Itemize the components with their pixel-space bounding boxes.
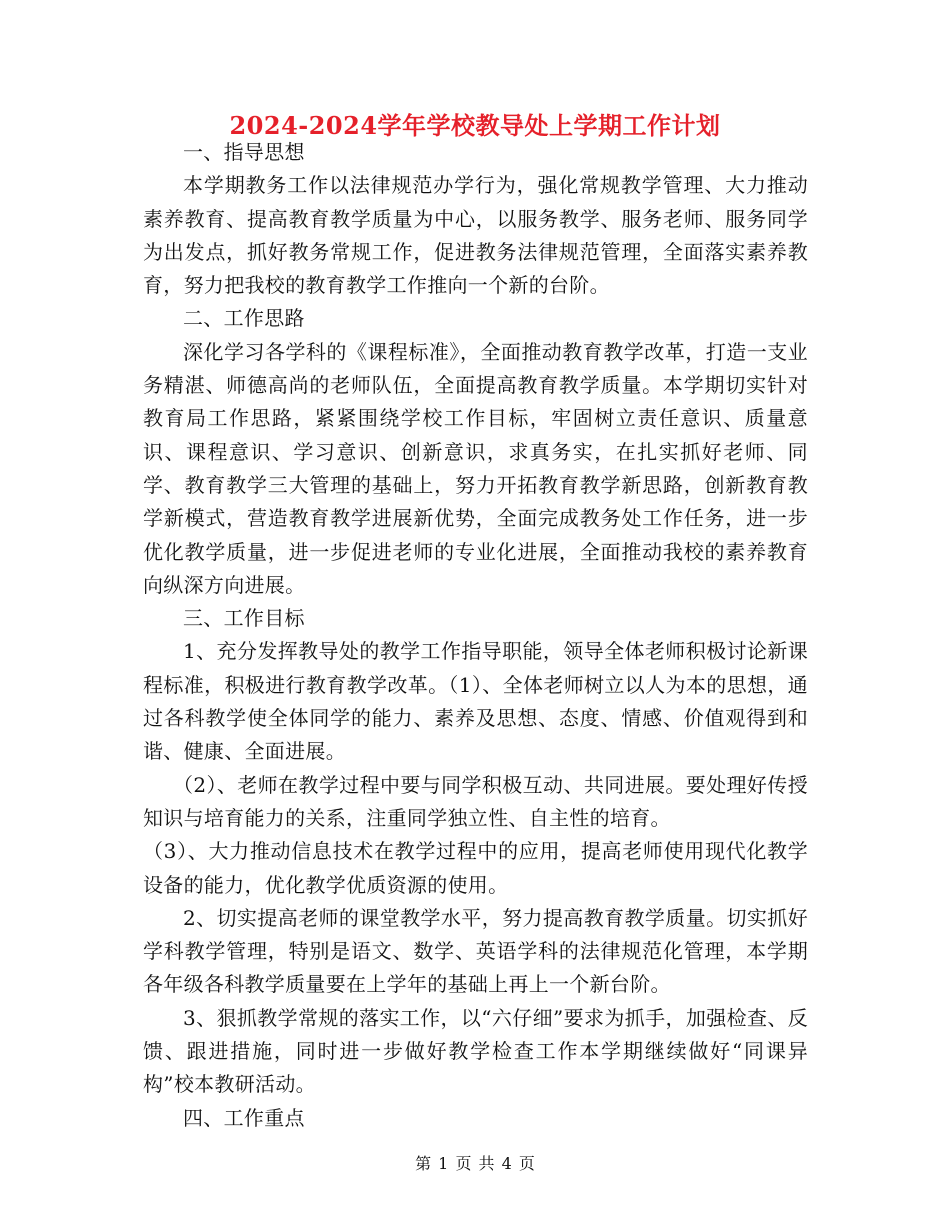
paragraph-goal-2: 2、切实提高老师的课堂教学水平，努力提高教育教学质量。切实抓好学科教学管理，特别是语文、数学、英语学科的法律规范化管理，本学期各年级各科教学质量要在上学年的基础上再上一个新台阶。 <box>143 905 808 997</box>
paragraph-goal-1-item-2: （2）、老师在教学过程中要与同学积极互动、共同进展。要处理好传授知识与培育能力的关系，注重同学独立性、自主性的培育。 <box>143 772 808 830</box>
section-heading-work-focus: 四、工作重点 <box>183 1105 305 1130</box>
paragraph-work-approach: 深化学习各学科的《课程标准》，全面推动教育教学改革，打造一支业务精湛、师德高尚的老师队伍，全面提高教育教学质量。本学期切实针对教育局工作思路，紧紧围绕学校工作目标，牢固树立责任意识、质量意识、课程意识、学习意识、创新意识，求真务实，在扎实抓好老师、同学、教育教学三大管理的基础上，努力开拓教育教学新思路，创新教育教学新模式，营造教育教学进展新优势，全面完成教务处工作任务，进一步优化教学质量，进一步促进老师的专业化进展，全面推动我校的素养教育向纵深方向进展。 <box>143 339 808 597</box>
page-footer: 第 1 页 共 4 页 <box>415 1154 535 1173</box>
paragraph-guiding-ideology: 本学期教务工作以法律规范办学行为，强化常规教学管理、大力推动素养教育、提高教育教学质量为中心，以服务教学、服务老师、服务同学为出发点，抓好教务常规工作，促进教务法律规范管理，全面落实素养教育，努力把我校的教育教学工作推向一个新的台阶。 <box>143 173 808 298</box>
section-heading-work-goals: 三、工作目标 <box>183 606 305 631</box>
document-title: 2024-2024学年学校教导处上学期工作计划 <box>229 111 721 140</box>
section-heading-guiding-ideology: 一、指导思想 <box>183 140 305 164</box>
section-heading-work-approach: 二、工作思路 <box>183 306 305 331</box>
paragraph-goal-1-item-3: （3）、大力推动信息技术在教学过程中的应用，提高老师使用现代化教学设备的能力，优化教学优质资源的使用。 <box>143 839 808 897</box>
paragraph-goal-1: 1、充分发挥教导处的教学工作指导职能，领导全体老师积极讨论新课程标准，积极进行教育教学改革。（1）、全体老师树立以人为本的思想，通过各科教学使全体同学的能力、素养及思想、态度、情感、价值观得到和谐、健康、全面进展。 <box>143 639 808 764</box>
paragraph-goal-3: 3、狠抓教学常规的落实工作，以“六仔细”要求为抓手，加强检查、反馈、跟进措施，同时进一步做好教学检查工作本学期继续做好“同课异构”校本教研活动。 <box>143 1005 808 1097</box>
document-body <box>143 136 808 1135</box>
